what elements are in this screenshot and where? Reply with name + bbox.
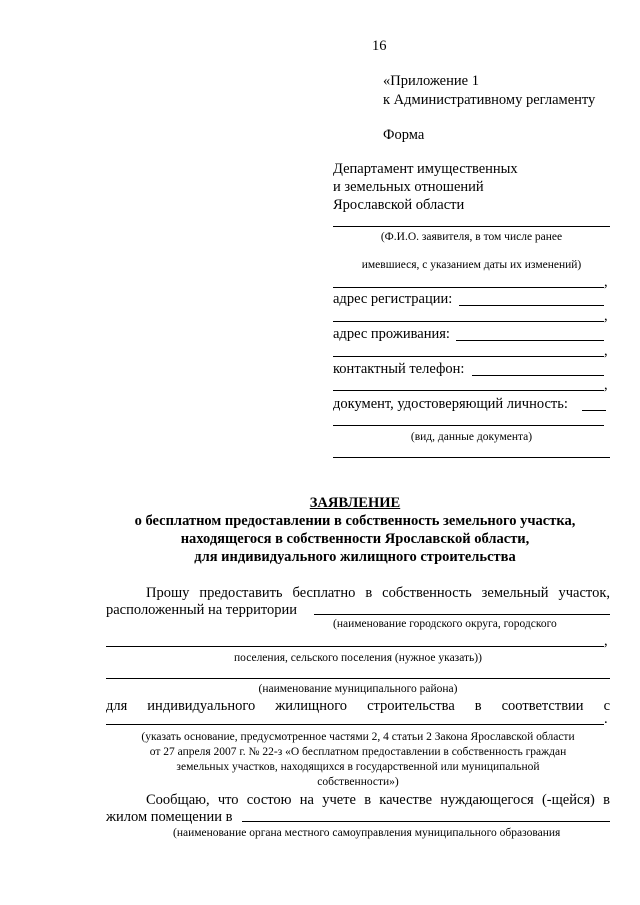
purpose-word: в [474, 698, 482, 714]
registration-line-1: Сообщаю, что состою на учете в качестве нуждающегося (-щейся) в [146, 792, 610, 808]
form-label: Форма [383, 127, 425, 143]
organ-fill[interactable] [242, 821, 610, 822]
identity-document-fill-2[interactable] [333, 425, 604, 426]
appendix-line-1: «Приложение 1 [383, 73, 479, 89]
phone-label: контактный телефон: [333, 361, 465, 377]
addressee-line-1: Департамент имущественных [333, 161, 518, 177]
purpose-word: индивидуального [147, 698, 256, 714]
registration-line-2: жилом помещении в [106, 809, 233, 825]
request-line-1: Прошу предоставить бесплатно в собственность земельный участок, [146, 585, 610, 601]
living-address-fill-2[interactable] [333, 356, 604, 357]
territory-fill-2[interactable] [106, 646, 604, 647]
comma: , [604, 274, 608, 290]
organ-caption: (наименование органа местного самоуправления муниципального образования [173, 827, 561, 839]
fio-fill-line[interactable] [333, 226, 610, 227]
comma: , [604, 377, 608, 393]
statement-title-line-1: о бесплатном предоставлении в собственность земельного участка, [134, 513, 576, 529]
basis-caption-1: (указать основание, предусмотренное частями 2, 4 статьи 2 Закона Ярославской области [141, 731, 575, 743]
district-caption: (наименование муниципального района) [258, 683, 458, 695]
municipal-caption-1: (наименование городского округа, городского [333, 618, 557, 630]
statement-heading: ЗАЯВЛЕНИЕ [309, 495, 401, 511]
comma: , [604, 633, 608, 649]
living-address-label: адрес проживания: [333, 326, 450, 342]
statement-title-line-3: для индивидуального жилищного строительства [194, 549, 516, 565]
purpose-line [106, 697, 610, 715]
period: . [604, 711, 608, 727]
identity-document-label: документ, удостоверяющий личность: [333, 396, 568, 412]
basis-caption-2: от 27 апреля 2007 г. № 22-з «О бесплатном предоставлении в собственность граждан [149, 746, 567, 758]
phone-fill[interactable] [472, 375, 604, 376]
living-address-fill[interactable] [456, 340, 604, 341]
registration-address-fill-2[interactable] [333, 321, 604, 322]
registration-address-fill[interactable] [459, 305, 604, 306]
purpose-word: соответствии [501, 698, 584, 714]
purpose-word: с [603, 698, 610, 714]
purpose-word: строительства [367, 698, 455, 714]
request-line-2: расположенный на территории [106, 602, 297, 618]
municipal-caption-2: поселения, сельского поселения (нужное указать)) [234, 652, 482, 664]
territory-fill[interactable] [314, 614, 610, 615]
addressee-line-2: и земельных отношений [333, 179, 484, 195]
basis-fill[interactable] [106, 724, 604, 725]
purpose-word: жилищного [275, 698, 348, 714]
comma: , [604, 343, 608, 359]
purpose-word: для [106, 698, 128, 714]
document-caption: (вид, данные документа) [410, 431, 533, 443]
phone-fill-2[interactable] [333, 390, 604, 391]
fio-caption-2: имевшиеся, с указанием даты их изменений) [361, 259, 582, 271]
appendix-line-2: к Административному регламенту [383, 92, 596, 108]
page-number: 16 [372, 38, 387, 54]
statement-title-line-2: находящегося в собственности Ярославской области, [180, 531, 530, 547]
district-fill[interactable] [106, 678, 610, 679]
basis-caption-3: земельных участков, находящихся в государственной или муниципальной [176, 761, 540, 773]
basis-caption-4: собственности») [317, 776, 399, 788]
fio-fill-line-2[interactable] [333, 287, 604, 288]
identity-document-fill-3[interactable] [333, 457, 610, 458]
fio-caption-1: (Ф.И.О. заявителя, в том числе ранее [380, 231, 563, 243]
addressee-line-3: Ярославской области [333, 197, 465, 213]
comma: , [604, 308, 608, 324]
identity-document-fill[interactable] [582, 410, 606, 411]
registration-address-label: адрес регистрации: [333, 291, 453, 307]
